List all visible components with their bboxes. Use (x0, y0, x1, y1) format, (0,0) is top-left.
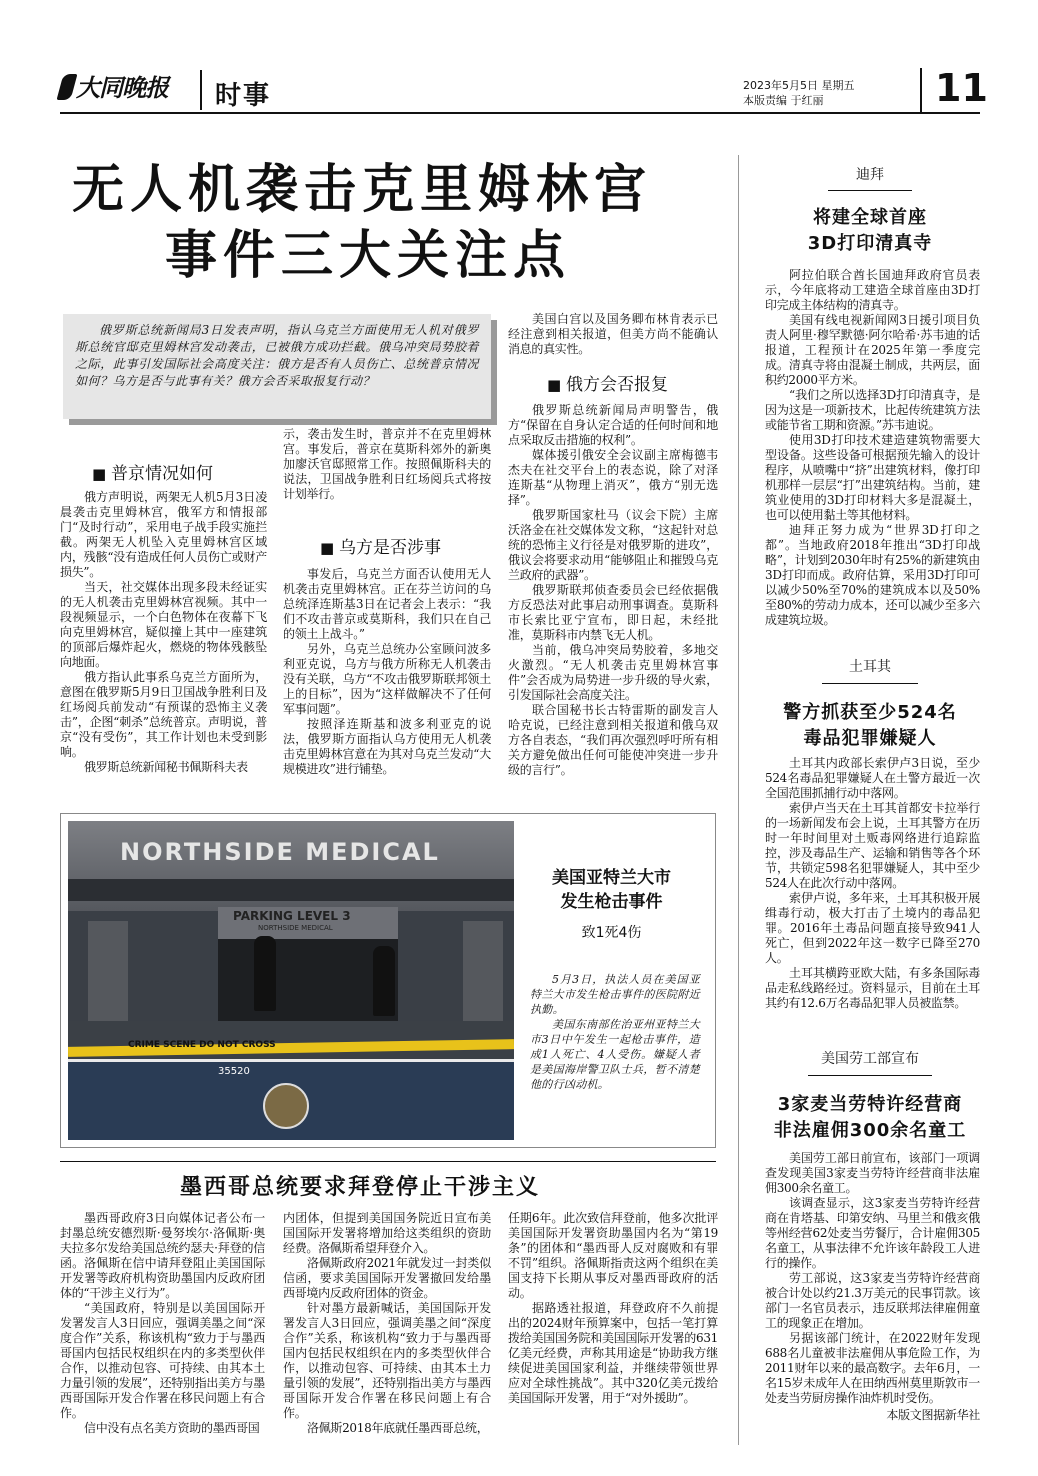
lead-column-3a: 美国白宫以及国务卿布林肯表示已经注意到相关报道，但美方尚不能确认消息的真实性。 (508, 312, 718, 356)
pillar-right (463, 921, 503, 1031)
garage-interior (218, 939, 398, 1029)
bottom-column-2: 内团体，但提到美国国务院近日宣布美国国际开发署将增加给这类组织的资助经费。洛佩斯希望拜登介入。 洛佩斯政府2021年就发过一封类似信函，要求美国国际开发署撤回发给墨西哥境内反政府团体的资金。 针对墨方最新喊话，美国国际开发署发言人3日回应，强调美墨之间“深度合作”关系，称该机构“致力于与墨西哥国内包括民权组织在内的多类型伙伴合作，以推动包容、可持续、由其本土力量引领的发展”，还特别指出美方与墨西哥国际开发合作署在移民问题上有合作。 洛佩斯2018年底就任墨西哥总统， (283, 1211, 491, 1435)
section-title: 时事 (215, 81, 272, 111)
caption-title-line2: 发生枪击事件 (560, 892, 663, 912)
header-rule (60, 112, 980, 114)
brief-body-dubai: 阿拉伯联合酋长国迪拜政府官员表示，今年底将动工建造全球首座由3D打印完成主体结构的清真寺。 美国有线电视新闻网3日援引项目负责人阿里·穆罕默德·阿尔哈希·苏韦迪的话报道，工程预计在2025年第一季度完成。清真寺将由混凝土制成，共两层，面积约2000平方米。 “我们之所以选择3D打印清真寺，是因为这是一项新技术，比起传统建筑方法或能节省工期和资源。”苏韦迪说。 使用3D打印技术建造建筑物需要大型设备。这些设备可根据预先输入的设计程序，从喷嘴中“挤”出建筑材料，像打印机那样一层层“打”出建筑结构。当前，建筑业使用的3D打印材料大多是混凝土，也可以使用黏土等其他材料。 迪拜正努力成为“世界3D打印之都”。当地政府2018年推出“3D打印战略”，计划到2030年时有25%的新建筑由3D打印而成。政府估算，采用3D打印可以减少50%至70%的建筑成本以及50%至80%的劳动力成本，还可以减少至多六成建筑垃圾。 (765, 268, 980, 627)
sign-band (68, 879, 514, 901)
officer-figure (373, 946, 395, 1016)
police-badge-icon (263, 1083, 309, 1129)
lead-column-2a: 示，袭击发生时，普京并不在克里姆林宫。事发后，普京在莫斯科郊外的新奥加廖沃官邸照常工作。按照佩斯科夫的说法，卫国战争胜利日红场阅兵式将按计划举行。 (283, 427, 491, 501)
subhead-putin: ■ 普京情况如何 (92, 459, 213, 484)
subhead-retaliation: ■ 俄方会否报复 (547, 370, 668, 395)
tape-label: CRIME SCENE DO NOT CROSS (128, 1040, 276, 1050)
brief-tag-us-labor: 美国劳工部宣布 (821, 1051, 919, 1067)
section-divider (60, 1161, 716, 1162)
caption-title-line1: 美国亚特兰大市 (552, 868, 671, 888)
tag-rule (808, 1075, 932, 1076)
brief-tag-dubai: 迪拜 (856, 167, 884, 183)
pillar-left (88, 921, 128, 1031)
parking-sign: PARKING LEVEL 3 (233, 909, 351, 923)
lead-column-3b: 俄罗斯总统新闻局声明警告，俄方“保留在自身认定合适的任何时间和地点采取反击措施的权利”。 媒体援引俄安全会议副主席梅德韦杰夫在社交平台上的表态说，除了对泽连斯基“从物理上消灭”，俄方“别无选择”。 俄罗斯国家杜马（议会下院）主席沃洛金在社交媒体发文称，“这起针对总统的恐怖主义行径是对俄罗斯的进攻”，俄议会将要求动用“能够阻止和摧毁乌克兰政府的武器”。 俄罗斯联邦侦查委员会已经依据俄方反恐法对此事启动刑事调查。莫斯科市长索比亚宁宣布，即日起，未经批准，莫斯科市内禁飞无人机。 当前，俄乌冲突局势胶着，多地交火激烈。“无人机袭击克里姆林宫事件”会否成为局势进一步升级的导火索，引发国际社会高度关注。 联合国秘书长古特雷斯的副发言人哈克说，已经注意到相关报道和俄乌双方各自表态，“我们再次强烈呼吁所有相关方避免做出任何可能使冲突进一步升级的言行”。 (508, 403, 718, 777)
brief-tag-turkey: 土耳其 (849, 659, 891, 675)
issue-info (743, 78, 855, 108)
subhead-ukraine: ■ 乌方是否涉事 (320, 533, 441, 558)
lead-headline-line1: 无人机袭击克里姆林宫 (72, 160, 653, 220)
photo-caption: 5月3日，执法人员在美国亚特兰大市发生枪击事件的医院附近执勤。 美国东南部佐治亚州亚特兰大市3日中午发生一起枪击事件，造成1人死亡、4人受伤。嫌疑人者是美国海岸警卫队士兵，暂不清楚他的行凶动机。 (530, 973, 700, 1091)
news-photo (68, 821, 514, 1140)
brief-title-turkey: 警方抓获至少524名 毒品犯罪嫌疑人 (783, 702, 957, 749)
tag-rule (822, 683, 918, 684)
lead-headline-line2: 事件三大关注点 (165, 226, 572, 286)
flame-icon (57, 74, 78, 100)
brief-title-dubai: 将建全球首座 3D打印清真寺 (807, 207, 933, 254)
page-number: 11 (935, 66, 988, 110)
lead-column-1: 俄方声明说，两架无人机5月3日凌晨袭击克里姆林宫，俄军方和情报部门“及时行动”，采用电子战手段实施拦截。两架无人机坠入克里姆林宫区域内，残骸“没有造成任何人员伤亡或财产损失”。 当天，社交媒体出现多段未经证实的无人机袭击克里姆林宫视频。其中一段视频显示，一个白色物体在夜幕下飞向克里姆林宫，疑似撞上其中一座建筑的顶部后爆炸起火，燃烧的物体残骸坠向地面。 俄方指认此事系乌克兰方面所为，意图在俄罗斯5月9日卫国战争胜利日及红场阅兵前发动“有预谋的恐怖主义袭击”，企图“刺杀”总统普京。声明说，普京“没有受伤”，其工作计划也未受到影响。 俄罗斯总统新闻秘书佩斯科夫表 (60, 490, 267, 774)
car-number: 35520 (218, 1066, 250, 1077)
right-column-divider (738, 155, 739, 1445)
hospital-sign: NORTHSIDE MEDICAL (120, 838, 440, 866)
parking-sign-sub: NORTHSIDE MEDICAL (258, 924, 333, 932)
photo-credit: 本版文图据新华社 (886, 1408, 980, 1422)
brief-body-us-labor: 美国劳工部日前宣布，该部门一项调查发现美国3家麦当劳特许经营商非法雇佣300余名童工。 该调查显示，这3家麦当劳特许经营商在肯塔基、印第安纳、马里兰和俄亥俄等州经营62处麦当劳餐厅，合计雇佣305名童工，从事法律不允许该年龄段工人进行的操作。 劳工部说，这3家麦当劳特许经营商被合计处以约21.3万美元的民事罚款。该部门一名官员表示，违反联邦法律雇佣童工的现象正在增加。 另据该部门统计，在2022财年发现688名儿童被非法雇佣从事危险工作，为2011财年以来的最高数字。去年6月，一名15岁未成年人在田纳西州莫里斯敦市一处麦当劳厨房操作油炸机时受伤。 本版文图据新华社 (765, 1151, 980, 1422)
officer-figure (254, 936, 276, 1011)
issue-editor: 本版责编 于红丽 (743, 94, 824, 107)
brief-title-us-labor: 3家麦当劳特许经营商 非法雇佣300余名童工 (773, 1094, 967, 1141)
bottom-headline: 墨西哥总统要求拜登停止干涉主义 (180, 1175, 541, 1200)
newspaper-logo: 大同晚报 (60, 68, 190, 110)
photo-caption-panel (515, 821, 708, 1140)
brief-body-turkey: 土耳其内政部长索伊卢3日说，至少524名毒品犯罪嫌疑人在土警方最近一次全国范围抓捕行动中落网。 索伊卢当天在土耳其首都安卡拉举行的一场新闻发布会上说，土耳其警方在历时一年时间里对土贩毒网络进行追踪监控，涉及毒品生产、运输和销售等各个环节，共锁定598名犯罪嫌疑人，其中至少524人在此次行动中落网。 索伊卢说，多年来，土耳其积极开展缉毒行动，极大打击了土境内的毒品犯罪。2016年土毒品问题直接导致941人死亡，但到2022年这一数字已降至270人。 土耳其横跨亚欧大陆，有多条国际毒品走私线路经过。资料显示，目前在土耳其约有12.6万名毒品犯罪人员被监禁。 (765, 756, 980, 1010)
caption-subtitle: 致1死4伤 (581, 925, 642, 941)
tag-rule (828, 190, 912, 191)
bottom-column-1: 墨西哥政府3日向媒体记者公布一封墨总统安德烈斯·曼努埃尔·洛佩斯·奥夫拉多尔发给美国总统约瑟夫·拜登的信函。洛佩斯在信中请拜登阻止美国国际开发署等政府机构资助墨国内反政府团体的“干涉主义行为”。 “美国政府，特别是以美国国际开发署发言人3日回应，强调美墨之间“深度合作”关系，称该机构“致力于与墨西哥国内包括民权组织在内的多类型伙伴合作，以推动包容、可持续、由其本土力量引领的发展”，还特别指出美方与墨西哥国际开发合作署在移民问题上有合作。 信中没有点名美方资助的墨西哥国 (60, 1211, 265, 1435)
lead-summary: 俄罗斯总统新闻局3日发表声明，指认乌克兰方面使用无人机对俄罗斯总统官邸克里姆林宫发动袭击，已被俄方成功拦截。俄乌冲突局势胶着之际，此事引发国际社会高度关注：俄方是否有人员伤亡、总统普京情况如何？乌方是否与此事有关？俄方会否采取报复行动？ (63, 314, 491, 419)
masthead-divider (200, 70, 202, 110)
lead-column-2b: 事发后，乌克兰方面否认使用无人机袭击克里姆林宫。正在芬兰访问的乌总统泽连斯基3日在记者会上表示：“我们不攻击普京或莫斯科，我们只在自己的领土上战斗。” 另外，乌克兰总统办公室顾问波多利亚克说，乌方与俄方所称无人机袭击没有关联，乌方“不攻击俄罗斯联邦领土上的目标”，因为“这样做解决不了任何军事问题”。 按照泽连斯基和波多利亚克的说法，俄罗斯方面指认乌方使用无人机袭击克里姆林宫意在为其对乌克兰发动“大规模进攻”进行铺垫。 (283, 567, 491, 776)
bottom-column-3: 任期6年。此次致信拜登前，他多次批评美国国际开发署资助墨国内名为“第19条”的团体和“墨西哥人反对腐败和有罪不罚”组织。洛佩斯指责这两个组织在美国支持下长期从事反对墨西哥政府的活动。 据路透社报道，拜登政府不久前提出的2024财年预算案中，包括一笔打算拨给美国国务院和美国国际开发署的631亿美元经费，声称其用途是“协助我方继续促进美国国家利益，并继续带领世界应对全球性挑战”。其中320亿美元拨给美国国际开发署，用于“对外援助”。 (508, 1211, 718, 1405)
issue-date: 2023年5月5日 星期五 (743, 79, 855, 92)
page-number-divider (920, 68, 922, 112)
